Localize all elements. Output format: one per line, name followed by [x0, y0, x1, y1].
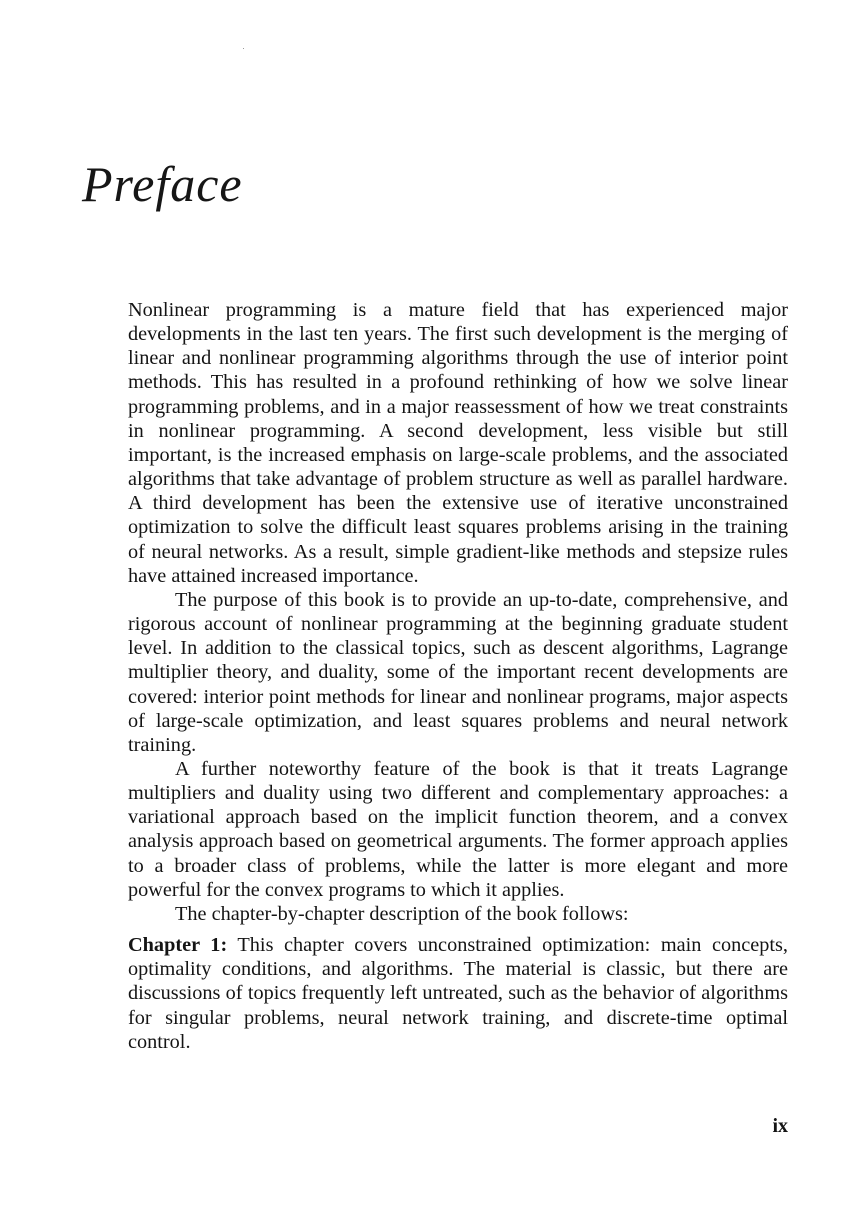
paragraph-intro: Nonlinear programming is a mature field that has experienced major developments in the last ten years. The first such development is the merging of linear and nonlinear programming algorithms through the use of interior point methods. This has resulted in a profound rethinking of how we solve linear programming problems, and in a major reassessment of how we treat constraints in nonlinear programming. A second development, less visible but still important, is the increased emphasis on large-scale problems, and the associated algorithms that take advantage of problem structure as well as parallel hardware. A third development has been the extensive use of iterative unconstrained optimization to solve the difficult least squares problems arising in the training of neural networks. As a result, simple gradient-like methods and stepsize rules have attained increased importance.: [128, 299, 788, 587]
paragraph-feature: A further noteworthy feature of the book is that it treats Lagrange multipliers and duality using two different and complementary approaches: a variational approach based on the implicit function theorem, and a convex analysis approach based on geometrical arguments. The former approach applies to a broader class of problems, while the latter is more elegant and more powerful for the convex programs to which it applies.: [128, 757, 788, 901]
chapter-1-text: This chapter covers unconstrained optimization: main concepts, optimality conditions, and algorithms. The material is classic, but there are discussions of topics frequently left untreated, such as the behavior of algorithms for singular problems, neural network training, and discrete-time optimal control.: [128, 934, 788, 1053]
chapter-1-label: Chapter 1:: [128, 934, 228, 957]
chapter-1-description: [128, 933, 788, 1054]
page-number: ix: [772, 1115, 788, 1137]
paragraph-chapter-lead: The chapter-by-chapter description of the book follows:: [175, 902, 629, 925]
page-title: Preface: [82, 156, 243, 212]
paragraph-purpose: The purpose of this book is to provide an up-to-date, comprehensive, and rigorous account of nonlinear programming at the beginning graduate student level. In addition to the classical topics, such as descent algorithms, Lagrange multiplier theory, and duality, some of the important recent developments are covered: interior point methods for linear and nonlinear programs, major aspects of large-scale optimization, and least squares problems and neural network training.: [128, 588, 788, 756]
preface-body: [128, 298, 788, 1054]
print-speck: [243, 48, 244, 49]
